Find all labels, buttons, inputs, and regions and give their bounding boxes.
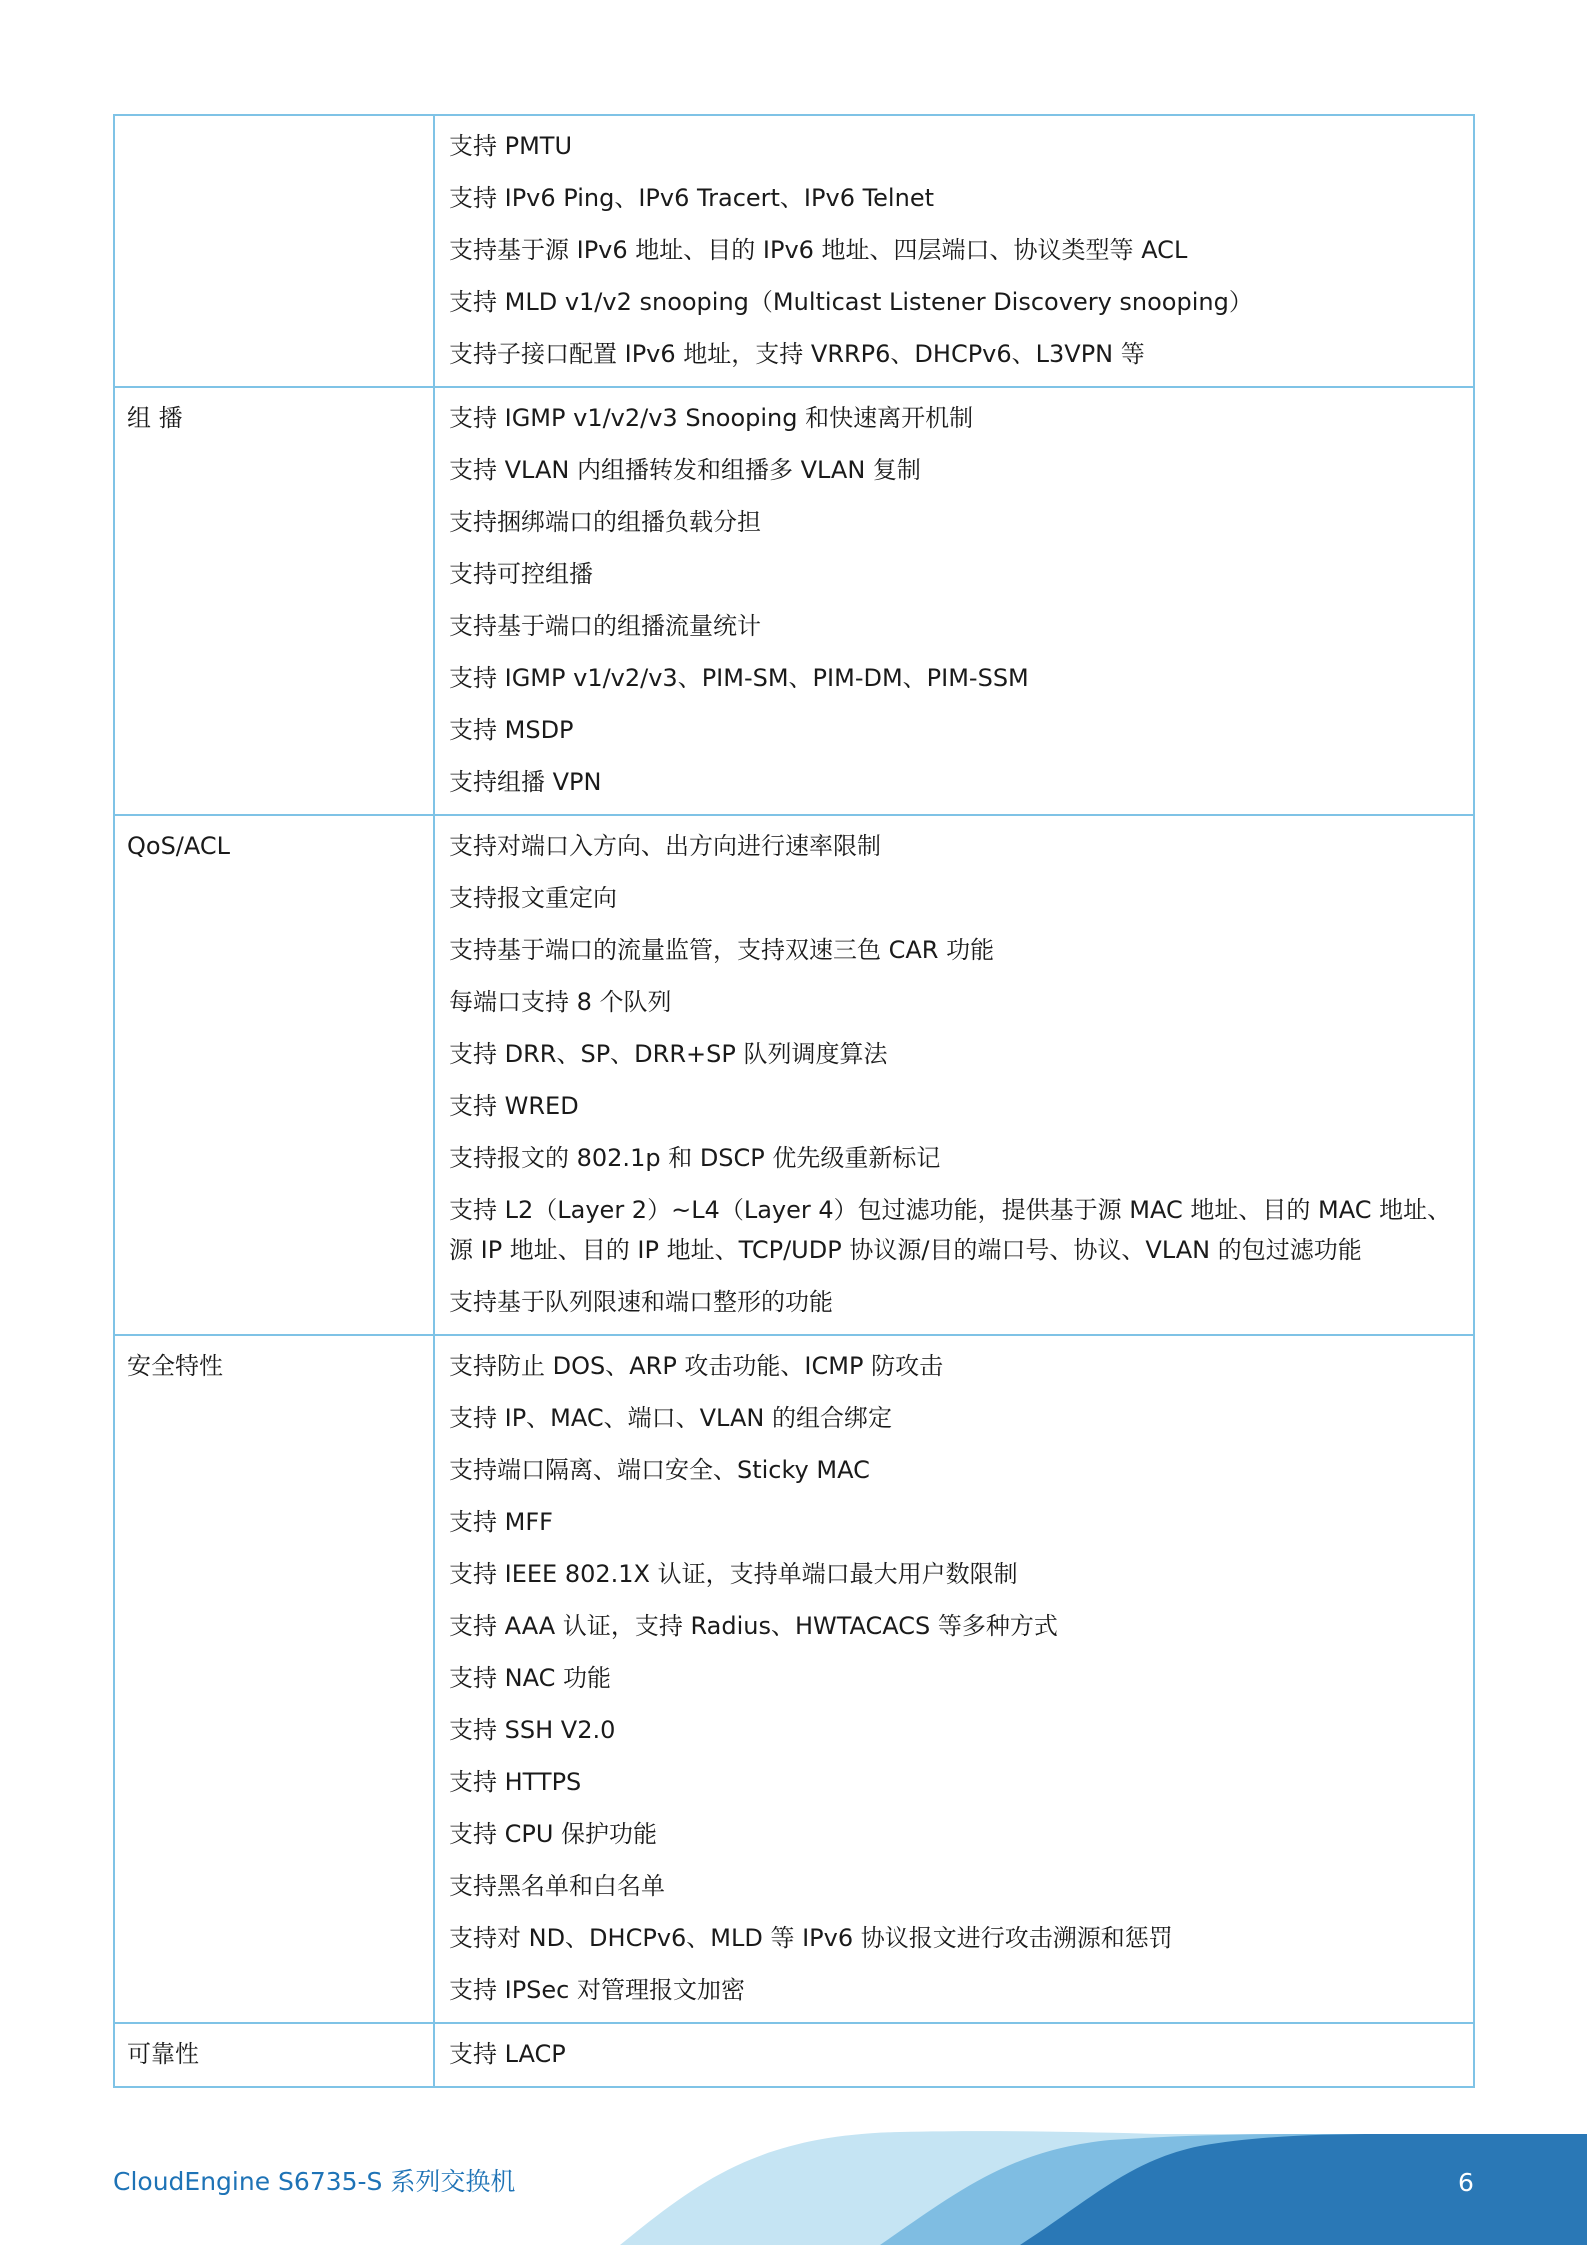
feature-item: 支持组播 VPN <box>449 768 602 796</box>
feature-item: 支持黑名单和白名单 <box>449 1872 665 1900</box>
feature-item: 支持 IEEE 802.1X 认证，支持单端口最大用户数限制 <box>449 1560 1018 1588</box>
feature-item: 支持报文重定向 <box>449 884 617 912</box>
feature-item: 支持 MFF <box>449 1508 553 1536</box>
feature-list-cell <box>434 115 1474 387</box>
feature-item: 支持对端口入方向、出方向进行速率限制 <box>449 832 881 860</box>
feature-item: 支持 IPSec 对管理报文加密 <box>449 1976 746 2004</box>
feature-item: 支持报文的 802.1p 和 DSCP 优先级重新标记 <box>449 1144 941 1172</box>
feature-item: 支持 CPU 保护功能 <box>449 1820 658 1848</box>
table-row <box>114 387 1474 815</box>
page-number: 6 <box>1458 2168 1474 2197</box>
category-cell: 安全特性 <box>114 1335 434 2023</box>
feature-item: 支持 HTTPS <box>449 1768 582 1796</box>
feature-item: 支持可控组播 <box>449 560 593 588</box>
category-cell: 组 播 <box>114 387 434 815</box>
feature-item: 支持 PMTU <box>449 132 573 160</box>
feature-item: 每端口支持 8 个队列 <box>449 988 672 1016</box>
feature-item: 支持 MLD v1/v2 snooping（Multicast Listener Discovery snooping） <box>449 288 1253 316</box>
table-row <box>114 115 1474 387</box>
category-cell <box>114 115 434 387</box>
table-row <box>114 815 1474 1335</box>
feature-list-cell <box>434 815 1474 1335</box>
feature-item: 支持捆绑端口的组播负载分担 <box>449 508 761 536</box>
feature-item: 支持 NAC 功能 <box>449 1664 611 1692</box>
feature-item: 支持端口隔离、端口安全、Sticky MAC <box>449 1456 870 1484</box>
feature-list-cell <box>434 1335 1474 2023</box>
feature-item: 支持子接口配置 IPv6 地址，支持 VRRP6、DHCPv6、L3VPN 等 <box>449 340 1145 368</box>
feature-item: 支持 VLAN 内组播转发和组播多 VLAN 复制 <box>449 456 921 484</box>
feature-item: 支持防止 DOS、ARP 攻击功能、ICMP 防攻击 <box>449 1352 944 1380</box>
category-cell: 可靠性 <box>114 2023 434 2087</box>
feature-item: 支持 WRED <box>449 1092 579 1120</box>
feature-item: 支持 L2（Layer 2）~L4（Layer 4）包过滤功能，提供基于源 MAC 地址、目的 MAC 地址、源 IP 地址、目的 IP 地址、TCP/UDP 协议源/目的端口号、协议、VLAN 的包过滤功能 <box>449 1196 1452 1264</box>
footer-product-title: CloudEngine S6735-S 系列交换机 <box>113 2167 516 2196</box>
feature-item: 支持对 ND、DHCPv6、MLD 等 IPv6 协议报文进行攻击溯源和惩罚 <box>449 1924 1173 1952</box>
feature-item: 支持 IPv6 Ping、IPv6 Tracert、IPv6 Telnet <box>449 184 934 212</box>
feature-list-cell <box>434 387 1474 815</box>
feature-item: 支持基于队列限速和端口整形的功能 <box>449 1288 833 1316</box>
table-row <box>114 1335 1474 2023</box>
feature-item: 支持 LACP <box>449 2040 566 2068</box>
feature-item: 支持基于源 IPv6 地址、目的 IPv6 地址、四层端口、协议类型等 ACL <box>449 236 1188 264</box>
feature-item: 支持 IP、MAC、端口、VLAN 的组合绑定 <box>449 1404 892 1432</box>
table-row <box>114 2023 1474 2087</box>
spec-table <box>113 114 1475 2088</box>
feature-item: 支持 DRR、SP、DRR+SP 队列调度算法 <box>449 1040 888 1068</box>
feature-item: 支持基于端口的流量监管，支持双速三色 CAR 功能 <box>449 936 995 964</box>
feature-item: 支持基于端口的组播流量统计 <box>449 612 761 640</box>
feature-item: 支持 IGMP v1/v2/v3、PIM-SM、PIM-DM、PIM-SSM <box>449 664 1029 692</box>
category-cell: QoS/ACL <box>114 815 434 1335</box>
feature-item: 支持 MSDP <box>449 716 574 744</box>
feature-item: 支持 IGMP v1/v2/v3 Snooping 和快速离开机制 <box>449 404 974 432</box>
feature-item: 支持 SSH V2.0 <box>449 1716 616 1744</box>
feature-item: 支持 AAA 认证，支持 Radius、HWTACACS 等多种方式 <box>449 1612 1058 1640</box>
feature-list-cell <box>434 2023 1474 2087</box>
